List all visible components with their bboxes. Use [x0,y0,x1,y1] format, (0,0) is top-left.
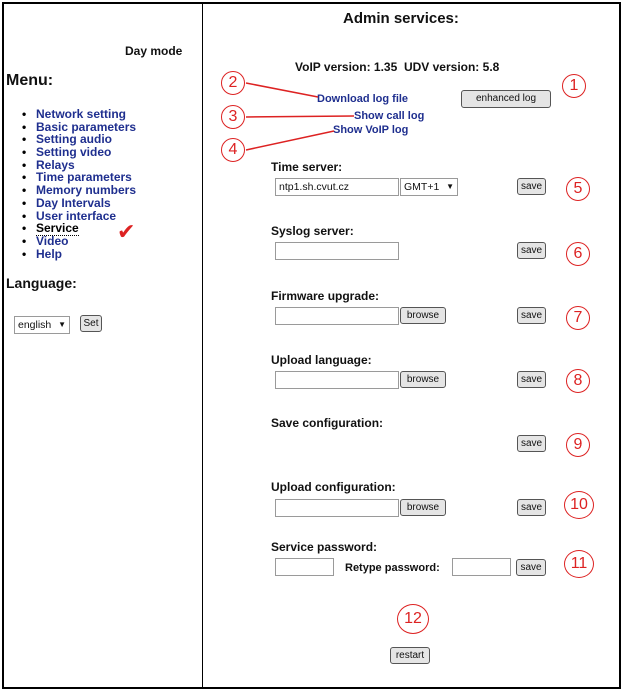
day-mode-label: Day mode [125,44,183,58]
annotation-9: 9 [566,433,590,457]
syslog-save-button[interactable]: save [517,242,546,259]
udv-version: UDV version: 5.8 [403,60,500,74]
download-log-link[interactable]: Download log file [317,93,409,105]
upload-configuration-save-button[interactable]: save [517,499,546,516]
annotation-2: 2 [221,71,245,95]
menu-item-label: Time parameters [36,170,132,185]
language-select-value: english [18,319,52,331]
time-server-save-button[interactable]: save [517,178,546,195]
annotation-10: 10 [564,491,594,519]
language-title: Language: [6,275,77,291]
chevron-down-icon: ▼ [446,182,454,191]
show-call-log-link[interactable]: Show call log [354,110,425,122]
enhanced-log-button[interactable]: enhanced log [461,90,551,108]
annotation-5: 5 [566,177,590,201]
page-title: Admin services: [343,10,459,27]
chevron-down-icon: ▼ [58,320,66,329]
menu-item-label: Basic parameters [36,119,137,134]
menu-item-label: Setting audio [36,132,112,147]
save-configuration-button[interactable]: save [517,435,546,452]
menu-title: Menu: [6,72,54,89]
show-voip-log-link[interactable]: Show VoIP log [333,124,409,136]
menu-item-label: Service [36,221,79,236]
service-password-label: Service password: [271,540,378,554]
annotation-1: 1 [562,74,586,98]
time-server-label: Time server: [271,160,343,174]
syslog-server-label: Syslog server: [271,224,354,238]
retype-password-label: Retype password: [345,562,440,574]
menu-item-label: Help [36,246,63,261]
language-browse-button[interactable]: browse [400,371,446,388]
set-language-button[interactable]: Set [80,315,102,332]
menu-item-label: Setting video [36,145,112,160]
annotation-4: 4 [221,138,245,162]
menu-item-label: Relays [36,157,75,172]
timezone-select-value: GMT+1 [404,181,440,193]
callout-line-2 [246,83,318,97]
annotation-6: 6 [566,242,590,266]
firmware-save-button[interactable]: save [517,307,546,324]
menu-item-label: Video [36,233,69,248]
voip-version: VoIP version: 1.35 [295,60,398,74]
time-server-input[interactable]: ntp1.sh.cvut.cz [275,178,399,196]
language-save-button[interactable]: save [517,371,546,388]
password-save-button[interactable]: save [516,559,546,576]
firmware-browse-button[interactable]: browse [400,307,446,324]
upload-language-label: Upload language: [271,353,372,367]
menu-item-label: Day Intervals [36,195,111,210]
callout-line-3 [246,116,354,117]
configuration-browse-button[interactable]: browse [400,499,446,516]
annotation-11: 11 [564,550,594,578]
firmware-upgrade-label: Firmware upgrade: [271,289,380,303]
annotation-7: 7 [566,306,590,330]
restart-button[interactable]: restart [390,647,430,664]
menu-item-label: Memory numbers [36,183,137,198]
callout-line-4 [246,131,334,150]
menu-item-label: Network setting [36,107,127,121]
menu-item-label: User interface [36,208,117,223]
upload-configuration-label: Upload configuration: [271,480,396,494]
save-configuration-label: Save configuration: [271,416,384,430]
annotation-8: 8 [566,369,590,393]
annotation-3: 3 [221,105,245,129]
checkmark-icon: ✔ [117,219,136,244]
annotation-12: 12 [397,604,429,634]
